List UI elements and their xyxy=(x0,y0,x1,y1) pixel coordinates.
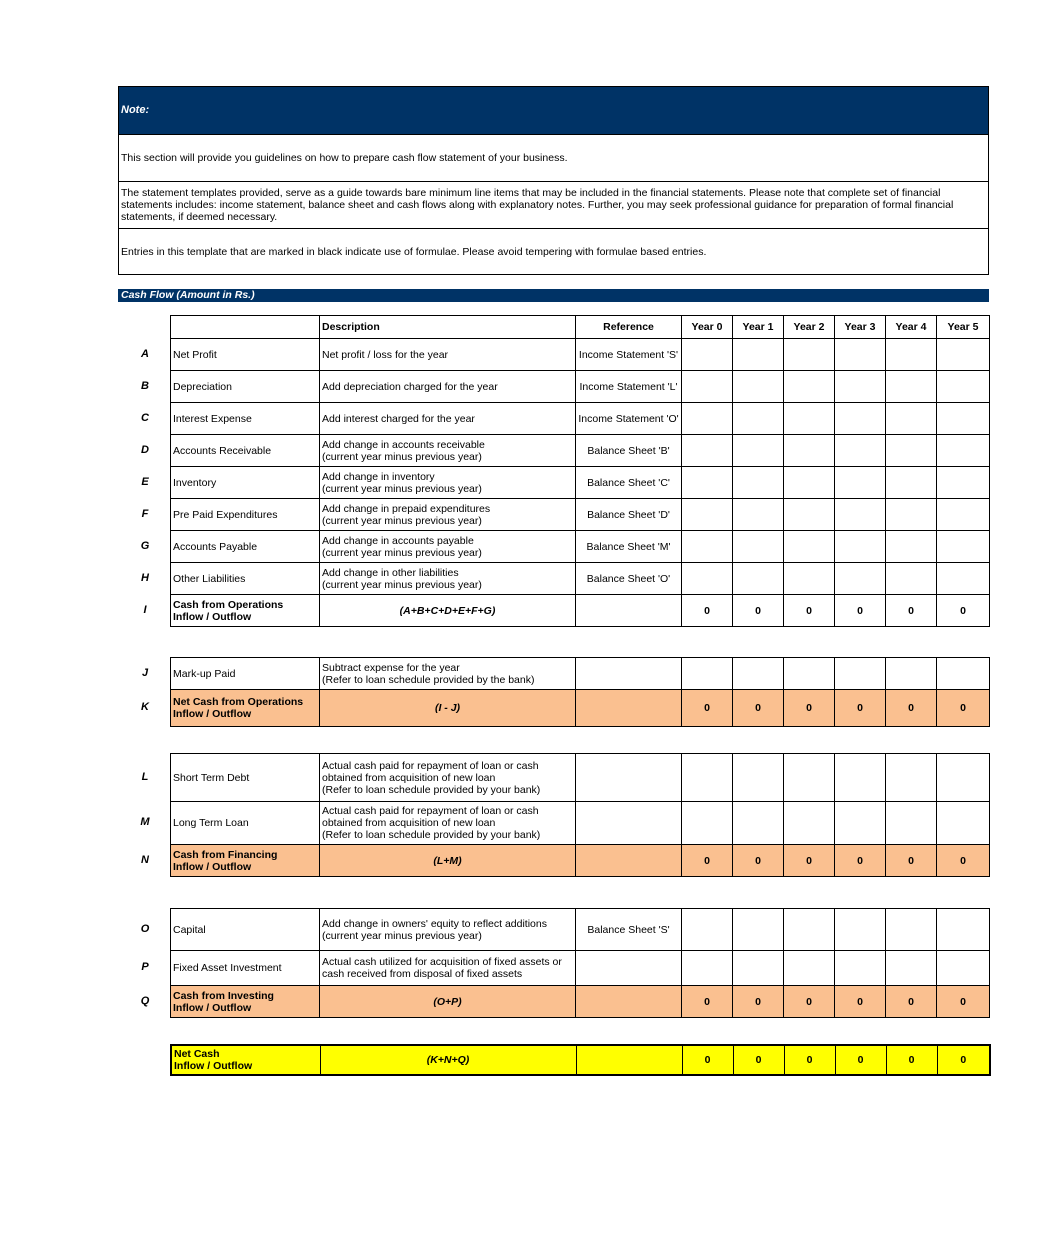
total-value: 0 xyxy=(784,845,835,877)
total-value: 0 xyxy=(682,1045,733,1075)
note-title: Note: xyxy=(119,87,988,134)
total-value: 0 xyxy=(733,690,784,727)
total-formula: (O+P) xyxy=(320,986,576,1018)
text-line: (current year minus previous year) xyxy=(322,450,482,463)
row-description xyxy=(320,339,576,371)
total-row xyxy=(171,690,990,727)
total-value: 0 xyxy=(886,595,937,627)
note-box xyxy=(118,86,989,275)
total-value: 0 xyxy=(886,690,937,727)
year-input-cell[interactable] xyxy=(835,802,886,845)
row-label: Mark-up Paid xyxy=(171,658,320,690)
row-letter: K xyxy=(141,701,149,713)
year-input-cell[interactable] xyxy=(835,403,886,435)
table-row xyxy=(171,754,990,802)
year-input-cell[interactable] xyxy=(682,467,733,499)
year-input-cell[interactable] xyxy=(682,754,733,802)
row-description xyxy=(320,909,576,951)
year-input-cell[interactable] xyxy=(733,467,784,499)
text-line: (current year minus previous year) xyxy=(322,929,482,942)
table-row xyxy=(171,499,990,531)
total-formula: (I - J) xyxy=(320,690,576,727)
text-line: Cash from Investing xyxy=(173,989,274,1002)
year-input-cell[interactable] xyxy=(733,403,784,435)
row-letter: P xyxy=(141,961,149,973)
header-year: Year 2 xyxy=(784,316,835,339)
text-line: Add change in owners' equity to reflect additions xyxy=(322,917,547,930)
total-label xyxy=(171,1045,320,1075)
table-row xyxy=(171,658,990,690)
year-input-cell[interactable] xyxy=(733,531,784,563)
row-description xyxy=(320,754,576,802)
total-value: 0 xyxy=(937,595,990,627)
total-value: 0 xyxy=(784,986,835,1018)
total-value: 0 xyxy=(937,986,990,1018)
total-reference xyxy=(576,986,682,1018)
cash-flow-title: Cash Flow (Amount in Rs.) xyxy=(118,289,989,302)
year-input-cell[interactable] xyxy=(682,802,733,845)
year-input-cell[interactable] xyxy=(886,371,937,403)
row-letter: A xyxy=(141,348,149,360)
text-line: Add interest charged for the year xyxy=(322,412,475,425)
header-year: Year 5 xyxy=(937,316,990,339)
total-value: 0 xyxy=(835,595,886,627)
total-formula: (K+N+Q) xyxy=(320,1045,576,1075)
row-reference: Income Statement 'O' xyxy=(576,403,682,435)
row-letter: Q xyxy=(140,995,150,1007)
row-description xyxy=(320,499,576,531)
total-value: 0 xyxy=(937,845,990,877)
row-reference xyxy=(576,802,682,845)
year-input-cell[interactable] xyxy=(733,658,784,690)
header-year: Year 4 xyxy=(886,316,937,339)
year-input-cell[interactable] xyxy=(937,658,990,690)
text-line: Net Cash from Operations xyxy=(173,696,304,708)
text-line: cash received from disposal of fixed assets xyxy=(322,968,523,980)
total-formula: (L+M) xyxy=(320,845,576,877)
year-input-cell[interactable] xyxy=(682,499,733,531)
year-input-cell[interactable] xyxy=(835,435,886,467)
total-value: 0 xyxy=(784,595,835,627)
row-label: Depreciation xyxy=(171,371,320,403)
year-input-cell[interactable] xyxy=(835,499,886,531)
text-line: Inflow / Outflow xyxy=(173,1001,252,1014)
table-row xyxy=(171,909,990,951)
total-value: 0 xyxy=(835,986,886,1018)
total-value: 0 xyxy=(937,1045,990,1075)
total-value: 0 xyxy=(886,845,937,877)
total-reference xyxy=(576,1045,682,1075)
year-input-cell[interactable] xyxy=(835,909,886,951)
total-row xyxy=(171,986,990,1018)
year-input-cell[interactable] xyxy=(682,531,733,563)
total-value: 0 xyxy=(835,845,886,877)
year-input-cell[interactable] xyxy=(682,563,733,595)
table-row xyxy=(171,802,990,845)
year-input-cell[interactable] xyxy=(835,467,886,499)
year-input-cell[interactable] xyxy=(733,802,784,845)
year-input-cell[interactable] xyxy=(886,909,937,951)
row-reference: Balance Sheet 'S' xyxy=(576,909,682,951)
row-label: Capital xyxy=(171,909,320,951)
year-input-cell[interactable] xyxy=(886,802,937,845)
row-letter: F xyxy=(141,508,149,520)
year-input-cell[interactable] xyxy=(937,531,990,563)
year-input-cell[interactable] xyxy=(886,563,937,595)
row-letter: M xyxy=(140,816,150,828)
row-letter: D xyxy=(141,444,149,456)
row-reference: Income Statement 'S' xyxy=(576,339,682,371)
text-line: Inflow / Outflow xyxy=(174,1060,253,1072)
year-input-cell[interactable] xyxy=(886,403,937,435)
row-reference: Balance Sheet 'B' xyxy=(576,435,682,467)
text-line: obtained from acquisition of new loan xyxy=(322,817,496,829)
year-input-cell[interactable] xyxy=(682,339,733,371)
row-letter: C xyxy=(141,412,149,424)
year-input-cell[interactable] xyxy=(784,435,835,467)
total-value: 0 xyxy=(886,986,937,1018)
year-input-cell[interactable] xyxy=(784,467,835,499)
row-reference xyxy=(576,658,682,690)
row-label: Net Profit xyxy=(171,339,320,371)
text-line: Cash from Financing xyxy=(173,848,278,861)
year-input-cell[interactable] xyxy=(886,499,937,531)
text-line: Inflow / Outflow xyxy=(173,708,252,720)
total-value: 0 xyxy=(937,690,990,727)
text-line: Actual cash utilized for acquisition of fixed assets or xyxy=(322,956,562,968)
total-label xyxy=(171,690,320,727)
year-input-cell[interactable] xyxy=(733,435,784,467)
row-description xyxy=(320,371,576,403)
row-label: Accounts Receivable xyxy=(171,435,320,467)
text-line: Net Cash xyxy=(174,1048,220,1060)
total-value: 0 xyxy=(733,595,784,627)
total-row xyxy=(171,1045,990,1075)
row-description xyxy=(320,951,576,986)
row-description xyxy=(320,435,576,467)
text-line: Add change in prepaid expenditures xyxy=(322,502,491,515)
header-year: Year 3 xyxy=(835,316,886,339)
year-input-cell[interactable] xyxy=(937,371,990,403)
table-row xyxy=(171,531,990,563)
row-label: Short Term Debt xyxy=(171,754,320,802)
text-line: Add change in inventory xyxy=(322,470,435,483)
text-line: (current year minus previous year) xyxy=(322,482,482,495)
year-input-cell[interactable] xyxy=(937,802,990,845)
year-input-cell[interactable] xyxy=(886,658,937,690)
total-label xyxy=(171,595,320,627)
note-line-3: Entries in this template that are marked in black indicate use of formulae. Please avoid tempering with formulae based entries. xyxy=(119,228,988,274)
row-reference: Income Statement 'L' xyxy=(576,371,682,403)
year-input-cell[interactable] xyxy=(784,499,835,531)
text-line: Cash from Operations xyxy=(173,598,284,611)
table-row xyxy=(171,951,990,986)
year-input-cell[interactable] xyxy=(835,371,886,403)
year-input-cell[interactable] xyxy=(937,435,990,467)
year-input-cell[interactable] xyxy=(784,754,835,802)
total-value: 0 xyxy=(682,986,733,1018)
total-reference xyxy=(576,845,682,877)
year-input-cell[interactable] xyxy=(682,435,733,467)
header-year: Year 1 xyxy=(733,316,784,339)
year-input-cell[interactable] xyxy=(835,531,886,563)
year-input-cell[interactable] xyxy=(937,909,990,951)
year-input-cell[interactable] xyxy=(886,435,937,467)
year-input-cell[interactable] xyxy=(733,563,784,595)
total-label xyxy=(171,845,320,877)
year-input-cell[interactable] xyxy=(937,467,990,499)
text-line: Add change in other liabilities xyxy=(322,566,459,579)
table-row xyxy=(171,435,990,467)
row-label: Long Term Loan xyxy=(171,802,320,845)
year-input-cell[interactable] xyxy=(937,339,990,371)
row-reference xyxy=(576,754,682,802)
year-input-cell[interactable] xyxy=(682,403,733,435)
row-letter: H xyxy=(141,572,149,584)
table-row xyxy=(171,371,990,403)
markup-table xyxy=(170,657,990,727)
year-input-cell[interactable] xyxy=(835,754,886,802)
text-line: (current year minus previous year) xyxy=(322,514,482,527)
table-row xyxy=(171,563,990,595)
year-input-cell[interactable] xyxy=(733,951,784,986)
operations-table xyxy=(170,315,990,627)
total-value: 0 xyxy=(733,1045,784,1075)
year-input-cell[interactable] xyxy=(784,531,835,563)
row-label: Pre Paid Expenditures xyxy=(171,499,320,531)
row-letter: G xyxy=(140,540,150,552)
year-input-cell[interactable] xyxy=(784,951,835,986)
total-formula: (A+B+C+D+E+F+G) xyxy=(320,595,576,627)
year-input-cell[interactable] xyxy=(733,754,784,802)
note-line-2: The statement templates provided, serve as a guide towards bare minimum line items that may be included in the financial statements. Please note that complete set of financial statements includes: income statement, balance sheet and cash flows along with explanatory notes. Further, you may seek professional guidance for preparation of formal financial statements, if deemed necessary. xyxy=(119,181,988,228)
row-reference: Balance Sheet 'O' xyxy=(576,563,682,595)
row-letter: N xyxy=(141,854,149,866)
text-line: (Refer to loan schedule provided by the bank) xyxy=(322,673,535,686)
total-value: 0 xyxy=(682,690,733,727)
year-input-cell[interactable] xyxy=(886,951,937,986)
year-input-cell[interactable] xyxy=(784,802,835,845)
year-input-cell[interactable] xyxy=(682,658,733,690)
text-line: (Refer to loan schedule provided by your bank) xyxy=(322,783,541,796)
row-description xyxy=(320,403,576,435)
total-row xyxy=(171,595,990,627)
year-input-cell[interactable] xyxy=(784,371,835,403)
total-value: 0 xyxy=(784,690,835,727)
total-value: 0 xyxy=(682,595,733,627)
year-input-cell[interactable] xyxy=(682,951,733,986)
text-line: Add change in accounts receivable xyxy=(322,438,485,451)
year-input-cell[interactable] xyxy=(937,563,990,595)
text-line: Actual cash paid for repayment of loan or cash xyxy=(322,759,539,772)
text-line: Net profit / loss for the year xyxy=(322,348,449,361)
text-line: (Refer to loan schedule provided by your bank) xyxy=(322,829,541,841)
year-input-cell[interactable] xyxy=(937,499,990,531)
year-input-cell[interactable] xyxy=(784,658,835,690)
row-description xyxy=(320,658,576,690)
row-letter: L xyxy=(141,771,149,783)
total-label xyxy=(171,986,320,1018)
row-description xyxy=(320,563,576,595)
text-line: Inflow / Outflow xyxy=(173,860,252,873)
row-reference: Balance Sheet 'M' xyxy=(576,531,682,563)
table-row xyxy=(171,339,990,371)
year-input-cell[interactable] xyxy=(784,339,835,371)
row-reference xyxy=(576,951,682,986)
year-input-cell[interactable] xyxy=(886,467,937,499)
year-input-cell[interactable] xyxy=(784,403,835,435)
text-line: Add depreciation charged for the year xyxy=(322,380,498,393)
row-reference: Balance Sheet 'C' xyxy=(576,467,682,499)
row-letter: O xyxy=(140,923,150,935)
row-description xyxy=(320,467,576,499)
year-input-cell[interactable] xyxy=(835,563,886,595)
row-letter: B xyxy=(141,380,149,392)
year-input-cell[interactable] xyxy=(937,951,990,986)
row-label: Fixed Asset Investment xyxy=(171,951,320,986)
total-reference xyxy=(576,595,682,627)
year-input-cell[interactable] xyxy=(784,909,835,951)
row-label: Inventory xyxy=(171,467,320,499)
year-input-cell[interactable] xyxy=(886,339,937,371)
total-value: 0 xyxy=(784,1045,835,1075)
header-description: Description xyxy=(320,316,576,339)
total-row xyxy=(171,845,990,877)
total-value: 0 xyxy=(733,845,784,877)
text-line: obtained from acquisition of new loan xyxy=(322,771,496,784)
total-value: 0 xyxy=(682,845,733,877)
year-input-cell[interactable] xyxy=(835,951,886,986)
total-reference xyxy=(576,690,682,727)
row-letter: I xyxy=(143,604,147,616)
row-description xyxy=(320,531,576,563)
row-reference: Balance Sheet 'D' xyxy=(576,499,682,531)
year-input-cell[interactable] xyxy=(886,754,937,802)
row-label: Accounts Payable xyxy=(171,531,320,563)
year-input-cell[interactable] xyxy=(682,909,733,951)
row-label: Interest Expense xyxy=(171,403,320,435)
total-value: 0 xyxy=(886,1045,937,1075)
investing-table xyxy=(170,908,990,1018)
header-row xyxy=(171,316,990,339)
row-letter: J xyxy=(141,667,149,679)
text-line: Inflow / Outflow xyxy=(173,610,252,623)
row-label: Other Liabilities xyxy=(171,563,320,595)
table-row xyxy=(171,403,990,435)
total-value: 0 xyxy=(835,690,886,727)
net-cash-table xyxy=(170,1044,991,1076)
year-input-cell[interactable] xyxy=(733,499,784,531)
text-line: Actual cash paid for repayment of loan or cash xyxy=(322,805,539,817)
header-year: Year 0 xyxy=(682,316,733,339)
header-reference: Reference xyxy=(576,316,682,339)
year-input-cell[interactable] xyxy=(835,658,886,690)
year-input-cell[interactable] xyxy=(682,371,733,403)
year-input-cell[interactable] xyxy=(784,563,835,595)
total-value: 0 xyxy=(835,1045,886,1075)
year-input-cell[interactable] xyxy=(733,371,784,403)
text-line: (current year minus previous year) xyxy=(322,546,482,559)
header-blank xyxy=(171,316,320,339)
total-value: 0 xyxy=(733,986,784,1018)
table-row xyxy=(171,467,990,499)
financing-table xyxy=(170,753,990,877)
year-input-cell[interactable] xyxy=(937,403,990,435)
year-input-cell[interactable] xyxy=(937,754,990,802)
year-input-cell[interactable] xyxy=(886,531,937,563)
text-line: Subtract expense for the year xyxy=(322,661,460,674)
year-input-cell[interactable] xyxy=(733,339,784,371)
text-line: Add change in accounts payable xyxy=(322,534,474,547)
row-letter: E xyxy=(141,476,149,488)
row-description xyxy=(320,802,576,845)
year-input-cell[interactable] xyxy=(835,339,886,371)
note-line-1: This section will provide you guidelines on how to prepare cash flow statement of your business. xyxy=(119,134,988,181)
text-line: (current year minus previous year) xyxy=(322,578,482,591)
year-input-cell[interactable] xyxy=(733,909,784,951)
